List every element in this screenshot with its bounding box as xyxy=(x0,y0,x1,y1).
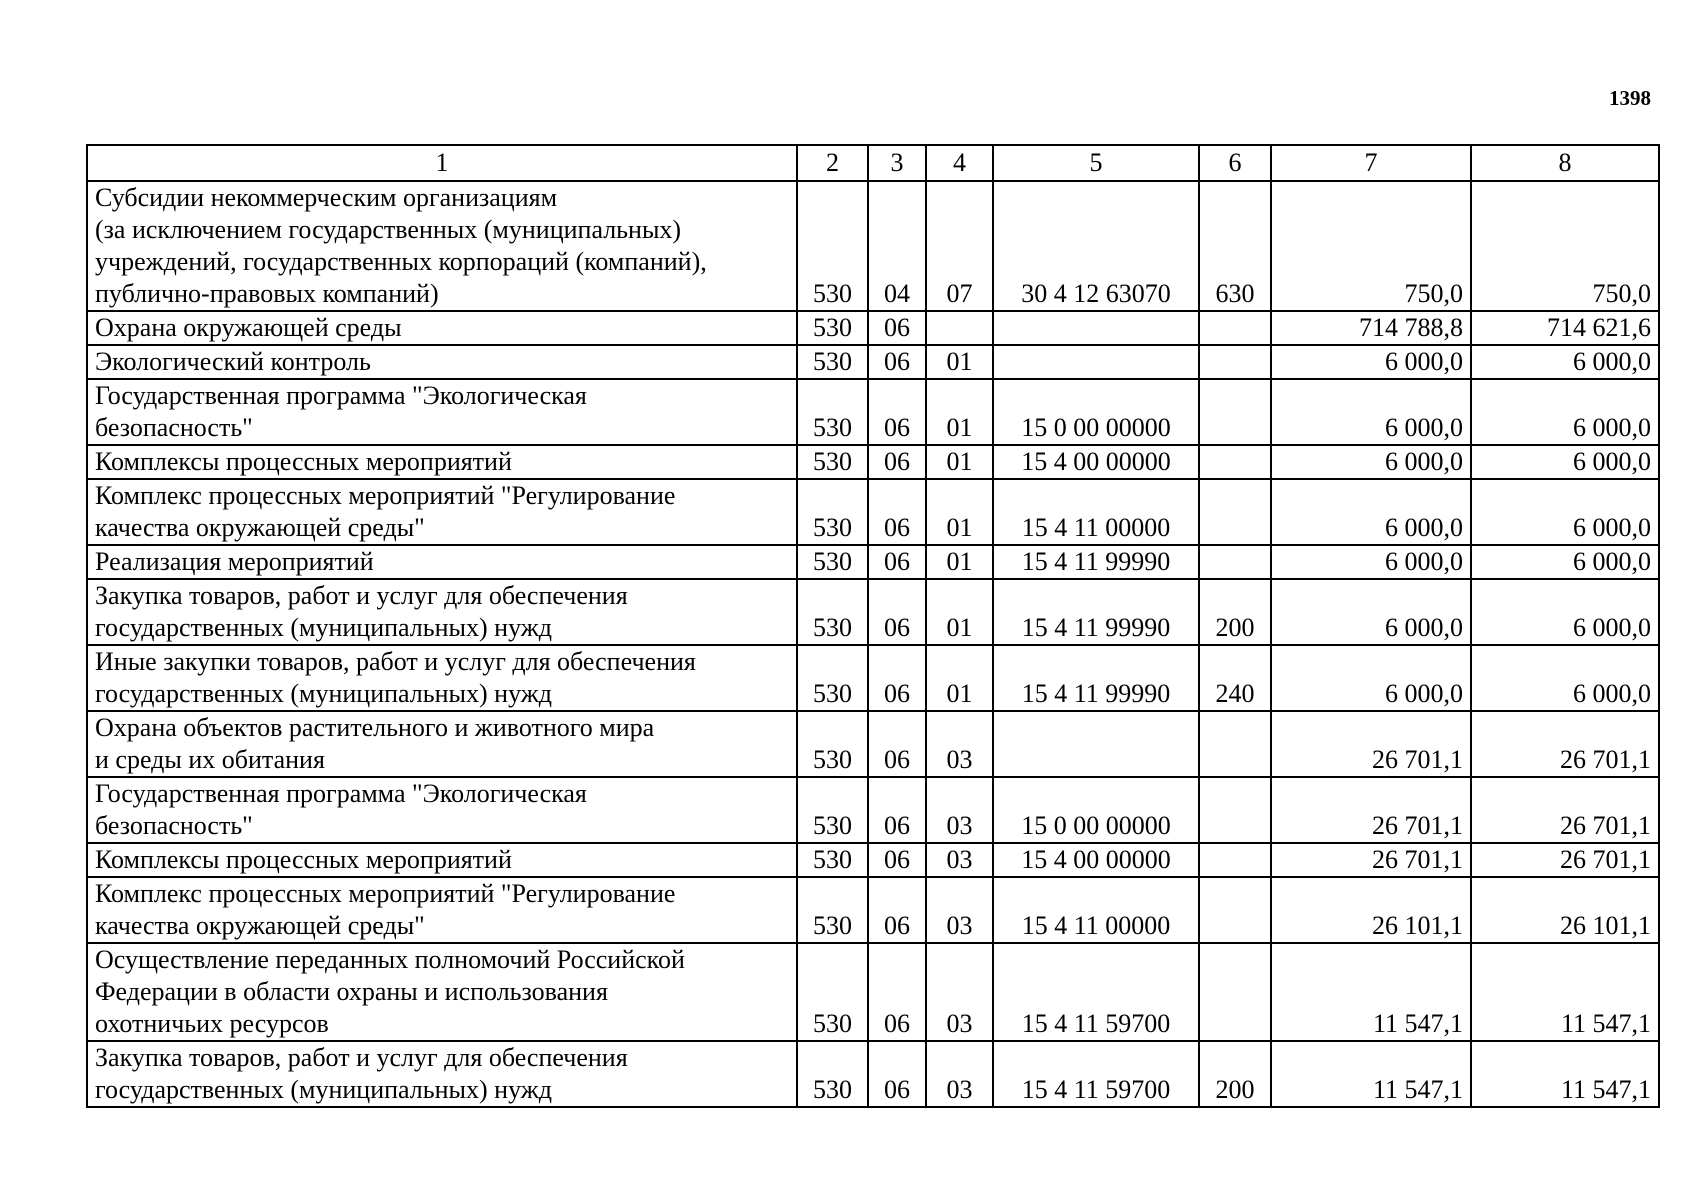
name-line: Закупка товаров, работ и услуг для обеспечения xyxy=(95,581,628,610)
cell-target-article: 15 4 11 00000 xyxy=(993,877,1199,943)
name-line: охотничьих ресурсов xyxy=(95,1009,329,1038)
cell-admin-code: 530 xyxy=(797,579,868,645)
cell-subsection: 03 xyxy=(926,711,993,777)
cell-name xyxy=(87,877,797,943)
cell-section: 06 xyxy=(868,1041,926,1107)
cell-subsection: 01 xyxy=(926,345,993,379)
cell-amount-year-1: 26 701,1 xyxy=(1271,777,1471,843)
cell-name xyxy=(87,777,797,843)
cell-target-article: 15 4 11 99990 xyxy=(993,579,1199,645)
table-row xyxy=(87,445,1659,479)
cell-amount-year-1: 714 788,8 xyxy=(1271,311,1471,345)
header-col-3: 3 xyxy=(868,145,926,181)
cell-name xyxy=(87,711,797,777)
cell-name xyxy=(87,579,797,645)
name-line: Охрана объектов растительного и животного мира xyxy=(95,713,655,742)
table-row xyxy=(87,777,1659,843)
cell-expense-type xyxy=(1199,545,1271,579)
cell-section: 06 xyxy=(868,479,926,545)
cell-admin-code: 530 xyxy=(797,379,868,445)
cell-target-article: 15 4 00 00000 xyxy=(993,445,1199,479)
cell-target-article xyxy=(993,711,1199,777)
cell-target-article xyxy=(993,345,1199,379)
cell-section: 06 xyxy=(868,311,926,345)
table-row xyxy=(87,579,1659,645)
cell-name xyxy=(87,943,797,1041)
cell-expense-type xyxy=(1199,943,1271,1041)
cell-amount-year-2: 6 000,0 xyxy=(1471,445,1659,479)
cell-name xyxy=(87,311,797,345)
cell-amount-year-1: 26 701,1 xyxy=(1271,711,1471,777)
cell-section: 06 xyxy=(868,777,926,843)
name-line: Государственная программа "Экологическая xyxy=(95,381,587,410)
cell-target-article: 15 0 00 00000 xyxy=(993,777,1199,843)
cell-amount-year-2: 750,0 xyxy=(1471,181,1659,311)
name-line: государственных (муниципальных) нужд xyxy=(95,1075,552,1104)
name-line: Осуществление переданных полномочий Российской xyxy=(95,945,685,974)
cell-section: 06 xyxy=(868,843,926,877)
header-col-5: 5 xyxy=(993,145,1199,181)
table-row xyxy=(87,877,1659,943)
cell-expense-type xyxy=(1199,445,1271,479)
name-line: безопасность" xyxy=(95,413,253,442)
cell-target-article: 15 4 11 59700 xyxy=(993,1041,1199,1107)
header-col-4: 4 xyxy=(926,145,993,181)
cell-name xyxy=(87,1041,797,1107)
cell-section: 06 xyxy=(868,579,926,645)
table-row xyxy=(87,843,1659,877)
cell-admin-code: 530 xyxy=(797,877,868,943)
cell-target-article: 30 4 12 63070 xyxy=(993,181,1199,311)
table-row xyxy=(87,345,1659,379)
cell-subsection: 01 xyxy=(926,545,993,579)
cell-subsection: 01 xyxy=(926,379,993,445)
cell-section: 06 xyxy=(868,645,926,711)
cell-target-article: 15 4 11 99990 xyxy=(993,645,1199,711)
cell-target-article: 15 4 11 00000 xyxy=(993,479,1199,545)
cell-subsection: 03 xyxy=(926,777,993,843)
cell-name xyxy=(87,479,797,545)
name-line: безопасность" xyxy=(95,811,253,840)
cell-amount-year-1: 6 000,0 xyxy=(1271,345,1471,379)
name-line: публично-правовых компаний) xyxy=(95,279,439,308)
cell-name xyxy=(87,379,797,445)
cell-amount-year-1: 11 547,1 xyxy=(1271,943,1471,1041)
cell-subsection: 01 xyxy=(926,445,993,479)
name-line: и среды их обитания xyxy=(95,745,325,774)
table-row xyxy=(87,379,1659,445)
cell-name xyxy=(87,345,797,379)
cell-target-article xyxy=(993,311,1199,345)
header-col-1: 1 xyxy=(87,145,797,181)
cell-expense-type xyxy=(1199,479,1271,545)
budget-table xyxy=(86,144,1660,1108)
name-line: Реализация мероприятий xyxy=(95,547,374,576)
cell-subsection: 01 xyxy=(926,479,993,545)
cell-amount-year-2: 26 101,1 xyxy=(1471,877,1659,943)
cell-admin-code: 530 xyxy=(797,843,868,877)
cell-expense-type xyxy=(1199,311,1271,345)
cell-admin-code: 530 xyxy=(797,711,868,777)
cell-amount-year-2: 11 547,1 xyxy=(1471,1041,1659,1107)
table-row xyxy=(87,181,1659,311)
cell-amount-year-2: 26 701,1 xyxy=(1471,777,1659,843)
name-line: Комплекс процессных мероприятий "Регулирование xyxy=(95,879,676,908)
header-row xyxy=(87,145,1659,181)
cell-section: 06 xyxy=(868,445,926,479)
cell-amount-year-1: 26 101,1 xyxy=(1271,877,1471,943)
cell-amount-year-2: 6 000,0 xyxy=(1471,645,1659,711)
cell-expense-type: 200 xyxy=(1199,579,1271,645)
table-row xyxy=(87,1041,1659,1107)
cell-amount-year-2: 6 000,0 xyxy=(1471,545,1659,579)
cell-expense-type xyxy=(1199,711,1271,777)
cell-expense-type: 240 xyxy=(1199,645,1271,711)
cell-amount-year-1: 6 000,0 xyxy=(1271,379,1471,445)
cell-admin-code: 530 xyxy=(797,777,868,843)
cell-amount-year-1: 6 000,0 xyxy=(1271,579,1471,645)
cell-amount-year-1: 6 000,0 xyxy=(1271,479,1471,545)
cell-name xyxy=(87,545,797,579)
cell-admin-code: 530 xyxy=(797,311,868,345)
table-row xyxy=(87,645,1659,711)
table-row xyxy=(87,545,1659,579)
cell-section: 06 xyxy=(868,379,926,445)
table-row xyxy=(87,711,1659,777)
cell-admin-code: 530 xyxy=(797,943,868,1041)
cell-subsection: 07 xyxy=(926,181,993,311)
name-line: государственных (муниципальных) нужд xyxy=(95,613,552,642)
name-line: качества окружающей среды" xyxy=(95,911,425,940)
cell-section: 06 xyxy=(868,345,926,379)
header-col-7: 7 xyxy=(1271,145,1471,181)
cell-amount-year-1: 6 000,0 xyxy=(1271,645,1471,711)
table-row xyxy=(87,479,1659,545)
cell-amount-year-1: 6 000,0 xyxy=(1271,545,1471,579)
name-line: Государственная программа "Экологическая xyxy=(95,779,587,808)
cell-amount-year-2: 26 701,1 xyxy=(1471,843,1659,877)
cell-name xyxy=(87,445,797,479)
name-line: Охрана окружающей среды xyxy=(95,313,402,342)
cell-section: 06 xyxy=(868,943,926,1041)
cell-section: 04 xyxy=(868,181,926,311)
name-line: Комплексы процессных мероприятий xyxy=(95,447,512,476)
cell-expense-type: 200 xyxy=(1199,1041,1271,1107)
table-header xyxy=(87,145,1659,181)
name-line: учреждений, государственных корпораций (компаний), xyxy=(95,247,707,276)
cell-subsection: 03 xyxy=(926,877,993,943)
cell-amount-year-2: 6 000,0 xyxy=(1471,579,1659,645)
cell-subsection: 03 xyxy=(926,943,993,1041)
cell-target-article: 15 0 00 00000 xyxy=(993,379,1199,445)
cell-admin-code: 530 xyxy=(797,345,868,379)
cell-amount-year-2: 11 547,1 xyxy=(1471,943,1659,1041)
cell-amount-year-1: 26 701,1 xyxy=(1271,843,1471,877)
cell-target-article: 15 4 11 99990 xyxy=(993,545,1199,579)
cell-amount-year-2: 26 701,1 xyxy=(1471,711,1659,777)
cell-target-article: 15 4 11 59700 xyxy=(993,943,1199,1041)
cell-section: 06 xyxy=(868,545,926,579)
cell-section: 06 xyxy=(868,877,926,943)
cell-subsection: 01 xyxy=(926,579,993,645)
cell-section: 06 xyxy=(868,711,926,777)
cell-admin-code: 530 xyxy=(797,181,868,311)
cell-expense-type xyxy=(1199,843,1271,877)
cell-name xyxy=(87,181,797,311)
name-line: Комплексы процессных мероприятий xyxy=(95,845,512,874)
name-line: Комплекс процессных мероприятий "Регулирование xyxy=(95,481,676,510)
cell-expense-type xyxy=(1199,345,1271,379)
name-line: качества окружающей среды" xyxy=(95,513,425,542)
cell-admin-code: 530 xyxy=(797,1041,868,1107)
cell-amount-year-2: 6 000,0 xyxy=(1471,479,1659,545)
header-col-6: 6 xyxy=(1199,145,1271,181)
name-line: Закупка товаров, работ и услуг для обеспечения xyxy=(95,1043,628,1072)
cell-subsection: 03 xyxy=(926,843,993,877)
name-line: Федерации в области охраны и использования xyxy=(95,977,608,1006)
cell-name xyxy=(87,645,797,711)
header-col-8: 8 xyxy=(1471,145,1659,181)
name-line: (за исключением государственных (муниципальных) xyxy=(95,215,682,244)
cell-amount-year-2: 6 000,0 xyxy=(1471,345,1659,379)
cell-subsection xyxy=(926,311,993,345)
cell-amount-year-1: 6 000,0 xyxy=(1271,445,1471,479)
cell-amount-year-2: 714 621,6 xyxy=(1471,311,1659,345)
table-row xyxy=(87,943,1659,1041)
cell-name xyxy=(87,843,797,877)
name-line: государственных (муниципальных) нужд xyxy=(95,679,552,708)
table-body xyxy=(87,181,1659,1107)
cell-amount-year-2: 6 000,0 xyxy=(1471,379,1659,445)
cell-admin-code: 530 xyxy=(797,545,868,579)
name-line: Экологический контроль xyxy=(95,347,371,376)
cell-admin-code: 530 xyxy=(797,479,868,545)
cell-expense-type xyxy=(1199,877,1271,943)
cell-expense-type xyxy=(1199,379,1271,445)
cell-admin-code: 530 xyxy=(797,445,868,479)
cell-subsection: 01 xyxy=(926,645,993,711)
cell-subsection: 03 xyxy=(926,1041,993,1107)
cell-amount-year-1: 750,0 xyxy=(1271,181,1471,311)
cell-target-article: 15 4 00 00000 xyxy=(993,843,1199,877)
cell-admin-code: 530 xyxy=(797,645,868,711)
name-line: Субсидии некоммерческим организациям xyxy=(95,183,558,212)
cell-amount-year-1: 11 547,1 xyxy=(1271,1041,1471,1107)
name-line: Иные закупки товаров, работ и услуг для обеспечения xyxy=(95,647,696,676)
cell-expense-type xyxy=(1199,777,1271,843)
table-row xyxy=(87,311,1659,345)
header-col-2: 2 xyxy=(797,145,868,181)
cell-expense-type: 630 xyxy=(1199,181,1271,311)
page-number: 1398 xyxy=(1609,86,1651,110)
